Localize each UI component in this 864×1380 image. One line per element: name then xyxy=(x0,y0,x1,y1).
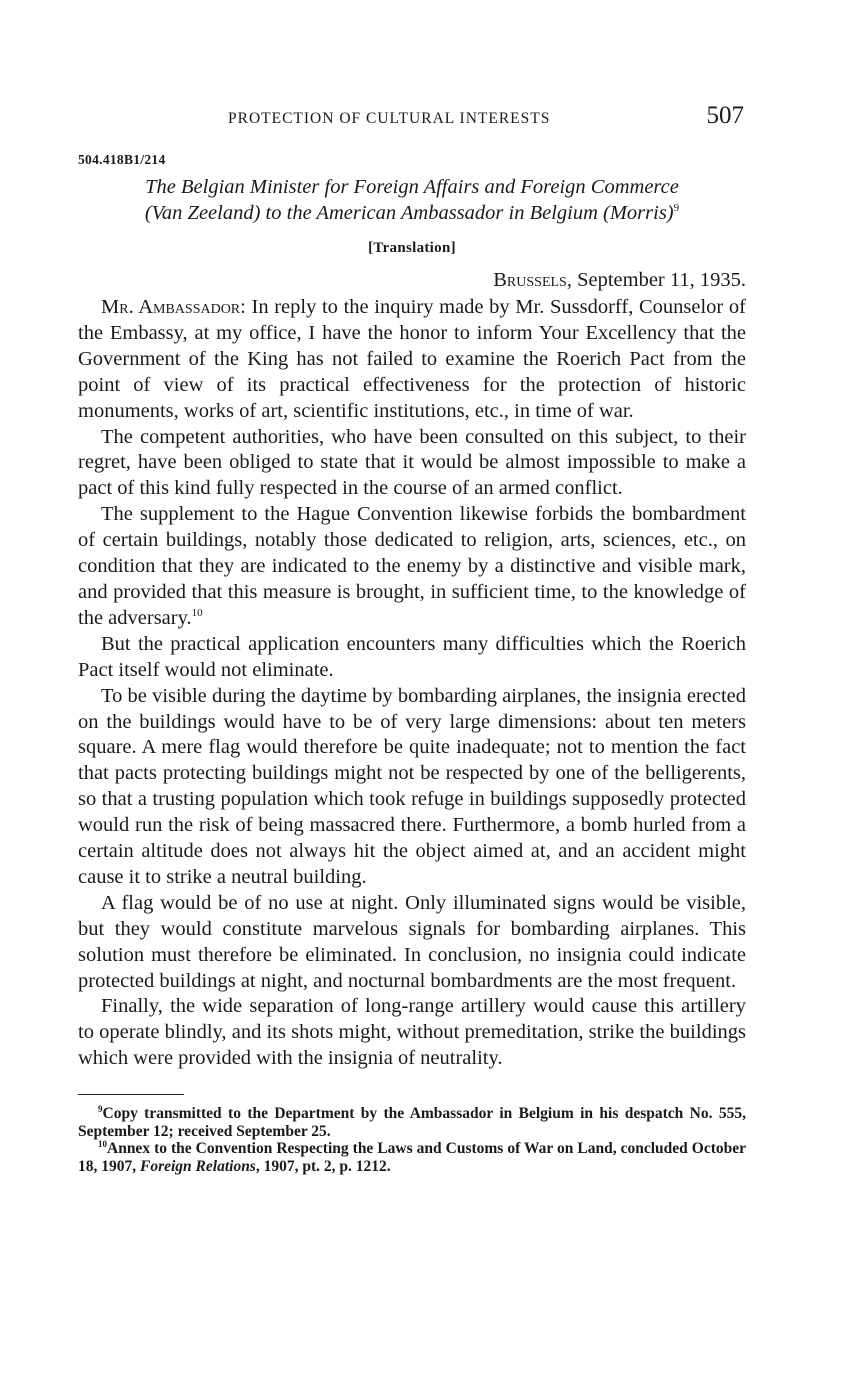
paragraph-3 xyxy=(78,502,746,632)
page-number: 507 xyxy=(706,102,744,129)
paragraph-7: Finally, the wide separation of long-range artillery would cause this artillery to operate blindly, and its shots might, without premeditation, strike the buildings which were provided with the insignia of neutrality. xyxy=(78,995,746,1070)
letter-body xyxy=(78,295,746,1072)
footnote-10-italic-title: Foreign Relations xyxy=(140,1157,256,1175)
document-page xyxy=(78,100,746,1175)
footnote-divider xyxy=(78,1094,184,1095)
footnote-10 xyxy=(78,1140,746,1175)
running-title: PROTECTION OF CULTURAL INTERESTS xyxy=(228,110,551,127)
paragraph-4: But the practical application encounters many difficulties which the Roerich Pact itself would not eliminate. xyxy=(78,632,746,681)
dateline xyxy=(78,267,746,293)
document-heading xyxy=(78,174,746,226)
salutation: Mr. Ambassador: xyxy=(101,296,246,318)
paragraph-3-text: The supplement to the Hague Convention likewise forbids the bombardment of certain buildings, notably those dedicated to religion, arts, sciences, etc., on condition that they are indicated to the enemy by a distinctive and visible mark, and provided that this measure is brought, in sufficient time, to the knowledge of the adversary. xyxy=(78,503,746,629)
footnote-ref-10[interactable]: 10 xyxy=(191,606,203,619)
dateline-date: , September 11, 1935. xyxy=(566,269,746,291)
dateline-place: Brussels xyxy=(493,269,567,291)
paragraph-1 xyxy=(78,295,746,425)
footnote-9-number: 9 xyxy=(98,1104,103,1115)
footnote-10-text: Annex to the Convention Respecting the Laws and Customs of War on Land, concluded October 18, 1907, xyxy=(78,1140,746,1175)
footnote-ref-9[interactable]: 9 xyxy=(673,202,680,214)
heading-line-1: The Belgian Minister for Foreign Affairs and Foreign Commerce xyxy=(145,176,679,198)
heading-line-2 xyxy=(78,200,746,226)
paragraph-6: A flag would be of no use at night. Only illuminated signs would be visible, but they would constitute marvelous signals for bombarding airplanes. This solution must therefore be eliminated. In conclusion, no insignia could indicate protected buildings at night, and nocturnal bombardments are the most frequent. xyxy=(78,891,746,992)
translation-note: [Translation] xyxy=(368,240,456,256)
footnote-10-number: 10 xyxy=(98,1139,107,1150)
heading-line-2-text: (Van Zeeland) to the American Ambassador in Belgium (Morris) xyxy=(144,202,674,224)
paragraph-1-text: In reply to the inquiry made by Mr. Sussdorff, Counselor of the Embassy, at my office, I have the honor to inform Your Excellency that the Government of the King has not failed to examine the Roerich Pact from the point of view of its practical effectiveness for the protection of historic monuments, works of art, scientific institutions, etc., in time of war. xyxy=(78,296,746,422)
footnote-10-text-end: , 1907, pt. 2, p. 1212. xyxy=(255,1157,391,1175)
file-number: 504.418B1/214 xyxy=(78,152,166,167)
paragraph-5: To be visible during the daytime by bombarding airplanes, the insignia erected on the buildings would have to be of very large dimensions: about ten meters square. A mere flag would therefore be quite inadequate; not to mention the fact that pacts protecting buildings might not be respected by one of the belligerents, so that a trusting population which took refuge in buildings supposedly protected would run the risk of being massacred there. Furthermore, a bomb hurled from a certain altitude does not always hit the object aimed at, and an accident might cause it to strike a neutral building. xyxy=(78,684,746,888)
running-header xyxy=(78,100,746,140)
footnote-9 xyxy=(78,1105,746,1140)
paragraph-2: The competent authorities, who have been consulted on this subject, to their regret, have been obliged to state that it would be almost impossible to make a pact of this kind fully respected in the course of an armed conflict. xyxy=(78,425,746,500)
footnote-9-text: Copy transmitted to the Department by the Ambassador in Belgium in his despatch No. 555, September 12; received September 25. xyxy=(78,1105,746,1140)
